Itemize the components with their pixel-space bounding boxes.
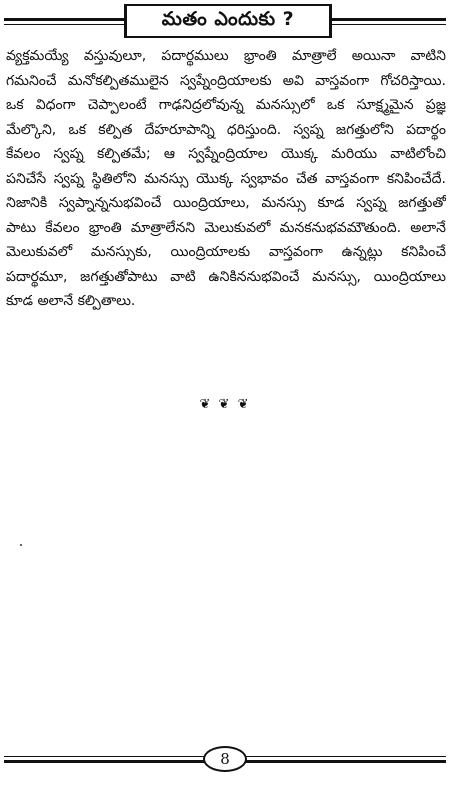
text-line: పాటు కేవలం భ్రాంతి మాత్రాలేనని మెలుకువలో మనకనుభవమౌతుంది. అలానే — [6, 219, 446, 236]
text-line: నిజానికి స్వప్నాన్ననుభవించే యింద్రియాలు, మనస్సు కూడ స్వప్న జగత్తుతో — [6, 195, 446, 211]
page-header — [4, 4, 446, 38]
text-line: కూడ అలానే కల్పితాలు. — [6, 293, 136, 309]
section-ornament: ❦ ❦ ❦ — [199, 397, 251, 412]
text-line: మెలుకువలో మనస్సుకు, యింద్రియాలకు వాస్తవంగా ఉన్నట్లు కనిపించే — [6, 244, 446, 260]
text-line: కేవలం స్వప్న కల్పితమే; ఆ స్వప్నేంద్రియాల యొక్క మరియు వాటిలోంచి — [6, 146, 446, 162]
page-footer — [4, 746, 446, 774]
text-line: పనిచేసే స్వప్న స్థితిలోని మనస్సు యొక్క స్వభావం చేత వాస్తవంగా కనిపించేదే. — [6, 170, 446, 187]
text-line: వ్యక్తమయ్యే వస్తువులూ, పదార్థములు భ్రాంతి మాత్రాలే అయినా వాటిని — [6, 48, 446, 64]
chapter-title: మతం ఎందుకు ? — [161, 7, 295, 30]
body-text — [6, 44, 446, 314]
text-line: ఒక విధంగా చెప్పాలంటే గాఢనిద్రలోవున్న మనస్సులో ఒక సూక్ష్మమైన ప్రజ్ఞ — [6, 97, 446, 113]
text-line: పదార్థమూ, జగత్తుతోపాటు వాటి ఉనికిననుభవించే మనస్సు, యింద్రియాలు — [6, 268, 446, 285]
text-line: మేల్కొని, ఒక కల్పిత దేహరూపాన్ని ధరిస్తుంది. స్వప్న జగత్తులోని పదార్థం — [6, 121, 446, 138]
chapter-title-box — [124, 4, 332, 38]
text-line: గమనించే మనోకల్పితములైన స్వప్నేంద్రియాలకు అవి వాస్తవంగా గోచరిస్తాయి. — [6, 72, 446, 89]
print-speck — [20, 544, 22, 546]
page-number: 8 — [203, 746, 247, 772]
